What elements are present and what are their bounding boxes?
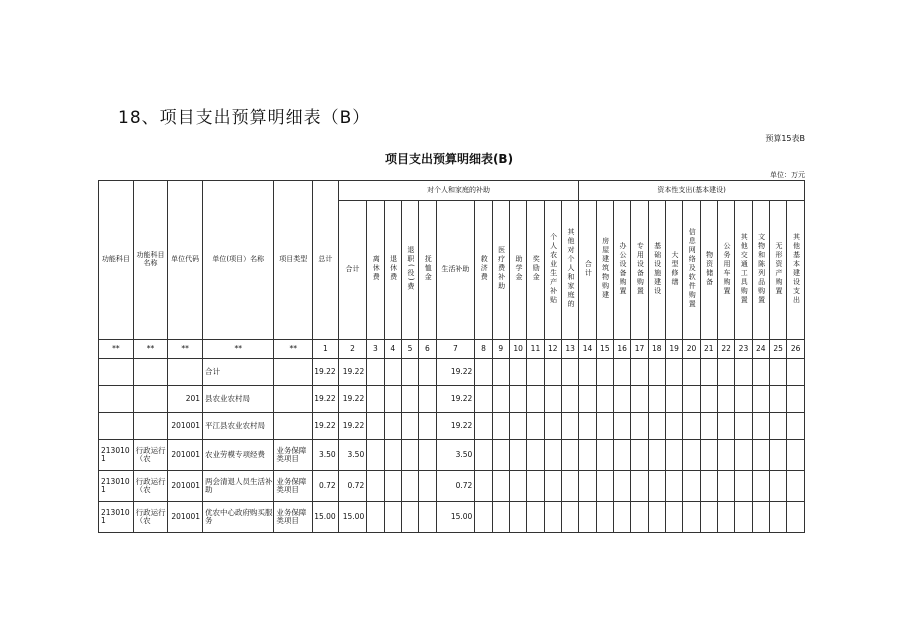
empty-cell — [752, 386, 769, 413]
unit-label: 单位：万元 — [770, 171, 805, 179]
empty-cell — [492, 413, 509, 440]
empty-cell — [401, 413, 418, 440]
empty-cell — [648, 386, 665, 413]
empty-cell — [752, 413, 769, 440]
empty-cell — [509, 386, 526, 413]
empty-cell — [561, 386, 578, 413]
column-number: ** — [168, 340, 203, 359]
empty-cell — [735, 502, 752, 533]
func-name-cell — [133, 386, 168, 413]
empty-cell — [401, 386, 418, 413]
empty-cell — [419, 359, 436, 386]
column-number: 17 — [631, 340, 648, 359]
project-type-cell — [274, 386, 313, 413]
column-number: 2 — [338, 340, 367, 359]
empty-cell — [384, 440, 401, 471]
empty-cell — [492, 471, 509, 502]
empty-cell — [648, 471, 665, 502]
column-number: 25 — [769, 340, 786, 359]
personal-sum-cell: 19.22 — [338, 413, 367, 440]
header-col-21: 物资储备 — [700, 201, 717, 340]
header-number-row — [99, 340, 805, 359]
column-number: 13 — [561, 340, 578, 359]
header-col-25: 无形资产购置 — [769, 201, 786, 340]
empty-cell — [492, 359, 509, 386]
budget-table — [98, 180, 805, 533]
func-code-cell — [99, 386, 134, 413]
empty-cell — [384, 413, 401, 440]
empty-cell — [561, 359, 578, 386]
column-number: ** — [133, 340, 168, 359]
empty-cell — [561, 413, 578, 440]
empty-cell — [613, 386, 630, 413]
header-unit-code: 单位代码 — [168, 181, 203, 340]
func-code-cell — [99, 359, 134, 386]
empty-cell — [683, 413, 700, 440]
empty-cell — [735, 359, 752, 386]
header-total: 总计 — [313, 181, 339, 340]
empty-cell — [717, 502, 734, 533]
project-type-cell — [274, 359, 313, 386]
form-number: 预算15表B — [765, 134, 805, 143]
empty-cell — [613, 413, 630, 440]
empty-cell — [683, 502, 700, 533]
column-number: 7 — [436, 340, 475, 359]
header-col-5: 退职(役)费 — [401, 201, 418, 340]
empty-cell — [735, 471, 752, 502]
column-number: 8 — [475, 340, 492, 359]
empty-cell — [475, 502, 492, 533]
empty-cell — [384, 359, 401, 386]
empty-cell — [648, 413, 665, 440]
func-code-cell: 2130101 — [99, 471, 134, 502]
empty-cell — [683, 440, 700, 471]
header-col-10: 助学金 — [509, 201, 526, 340]
empty-cell — [596, 502, 613, 533]
empty-cell — [509, 440, 526, 471]
header-col-17: 专用设备购置 — [631, 201, 648, 340]
empty-cell — [596, 440, 613, 471]
empty-cell — [700, 471, 717, 502]
empty-cell — [613, 359, 630, 386]
total-cell: 19.22 — [313, 386, 339, 413]
empty-cell — [509, 359, 526, 386]
func-name-cell — [133, 359, 168, 386]
empty-cell — [401, 471, 418, 502]
empty-cell — [648, 440, 665, 471]
header-col-8: 救济费 — [475, 201, 492, 340]
header-col-9: 医疗费补助 — [492, 201, 509, 340]
total-cell: 19.22 — [313, 359, 339, 386]
personal-sum-cell: 15.00 — [338, 502, 367, 533]
project-type-cell: 业务保障类项目 — [274, 471, 313, 502]
empty-cell — [769, 386, 786, 413]
empty-cell — [384, 502, 401, 533]
unit-name-cell: 两会清退人员生活补助 — [203, 471, 274, 502]
column-number: 23 — [735, 340, 752, 359]
column-number: 5 — [401, 340, 418, 359]
empty-cell — [683, 359, 700, 386]
column-number: 20 — [683, 340, 700, 359]
empty-cell — [475, 359, 492, 386]
empty-cell — [631, 359, 648, 386]
column-number: 12 — [544, 340, 561, 359]
living-subsidy-cell: 0.72 — [436, 471, 475, 502]
table-row — [99, 359, 805, 386]
unit-name-cell: 农业劳模专项经费 — [203, 440, 274, 471]
empty-cell — [787, 413, 805, 440]
header-col-3: 离休费 — [367, 201, 384, 340]
total-cell: 0.72 — [313, 471, 339, 502]
header-func-code: 功能科目 — [99, 181, 134, 340]
empty-cell — [509, 413, 526, 440]
empty-cell — [401, 440, 418, 471]
empty-cell — [419, 386, 436, 413]
empty-cell — [367, 440, 384, 471]
table-title: 项目支出预算明细表(B) — [384, 152, 514, 166]
header-col-18: 基础设施建设 — [648, 201, 665, 340]
page-heading: 18、项目支出预算明细表（B） — [118, 108, 371, 128]
table-row — [99, 413, 805, 440]
header-col-7: 生活补助 — [436, 201, 475, 340]
empty-cell — [579, 359, 596, 386]
column-number: 9 — [492, 340, 509, 359]
empty-cell — [579, 413, 596, 440]
empty-cell — [367, 359, 384, 386]
header-col-13: 其他对个人和家庭的 — [561, 201, 578, 340]
empty-cell — [596, 471, 613, 502]
living-subsidy-cell: 19.22 — [436, 413, 475, 440]
func-code-cell: 2130101 — [99, 440, 134, 471]
empty-cell — [717, 413, 734, 440]
unit-code-cell: 201001 — [168, 471, 203, 502]
empty-cell — [561, 502, 578, 533]
table-row — [99, 440, 805, 471]
personal-sum-cell: 19.22 — [338, 386, 367, 413]
column-number: 14 — [579, 340, 596, 359]
header-col-26: 其他基本建设支出 — [787, 201, 805, 340]
empty-cell — [367, 471, 384, 502]
project-type-cell: 业务保障类项目 — [274, 502, 313, 533]
living-subsidy-cell: 15.00 — [436, 502, 475, 533]
empty-cell — [475, 386, 492, 413]
living-subsidy-cell: 19.22 — [436, 386, 475, 413]
empty-cell — [544, 386, 561, 413]
empty-cell — [492, 440, 509, 471]
empty-cell — [527, 471, 544, 502]
empty-cell — [401, 502, 418, 533]
empty-cell — [509, 471, 526, 502]
column-number: 10 — [509, 340, 526, 359]
empty-cell — [419, 471, 436, 502]
empty-cell — [769, 440, 786, 471]
func-name-cell: 行政运行（农 — [133, 440, 168, 471]
empty-cell — [787, 440, 805, 471]
empty-cell — [717, 359, 734, 386]
empty-cell — [631, 386, 648, 413]
empty-cell — [752, 440, 769, 471]
empty-cell — [631, 413, 648, 440]
empty-cell — [475, 413, 492, 440]
empty-cell — [367, 386, 384, 413]
empty-cell — [683, 386, 700, 413]
column-number: ** — [203, 340, 274, 359]
empty-cell — [367, 413, 384, 440]
empty-cell — [544, 502, 561, 533]
empty-cell — [561, 471, 578, 502]
column-number: 21 — [700, 340, 717, 359]
empty-cell — [700, 440, 717, 471]
empty-cell — [631, 502, 648, 533]
empty-cell — [419, 413, 436, 440]
empty-cell — [665, 502, 682, 533]
empty-cell — [735, 413, 752, 440]
column-number: 18 — [648, 340, 665, 359]
group-personal-subsidy: 对个人和家庭的补助 — [338, 181, 579, 201]
column-number: 16 — [613, 340, 630, 359]
total-cell: 3.50 — [313, 440, 339, 471]
empty-cell — [717, 440, 734, 471]
header-unit-name: 单位(项目）名称 — [203, 181, 274, 340]
header-project-type: 项目类型 — [274, 181, 313, 340]
header-col-2: 合计 — [338, 201, 367, 340]
empty-cell — [613, 471, 630, 502]
empty-cell — [717, 386, 734, 413]
header-col-12: 个人农业生产补贴 — [544, 201, 561, 340]
empty-cell — [769, 471, 786, 502]
empty-cell — [735, 386, 752, 413]
func-name-cell: 行政运行（农 — [133, 502, 168, 533]
header-col-19: 大型修缮 — [665, 201, 682, 340]
func-name-cell: 行政运行（农 — [133, 471, 168, 502]
column-number: 26 — [787, 340, 805, 359]
unit-code-cell — [168, 359, 203, 386]
empty-cell — [492, 386, 509, 413]
unit-code-cell: 201001 — [168, 502, 203, 533]
empty-cell — [769, 502, 786, 533]
empty-cell — [527, 502, 544, 533]
empty-cell — [384, 386, 401, 413]
column-number: 11 — [527, 340, 544, 359]
column-number: 15 — [596, 340, 613, 359]
total-cell: 15.00 — [313, 502, 339, 533]
table-row — [99, 471, 805, 502]
empty-cell — [613, 440, 630, 471]
column-number: 6 — [419, 340, 436, 359]
unit-name-cell: 优农中心政府购买服务 — [203, 502, 274, 533]
empty-cell — [752, 359, 769, 386]
empty-cell — [700, 359, 717, 386]
unit-name-cell: 平江县农业农村局 — [203, 413, 274, 440]
empty-cell — [419, 440, 436, 471]
empty-cell — [527, 386, 544, 413]
empty-cell — [596, 359, 613, 386]
column-number: 24 — [752, 340, 769, 359]
table-row — [99, 386, 805, 413]
unit-code-cell: 201001 — [168, 440, 203, 471]
empty-cell — [579, 471, 596, 502]
empty-cell — [475, 471, 492, 502]
header-col-22: 公务用车购置 — [717, 201, 734, 340]
header-col-14: 合计 — [579, 201, 596, 340]
column-number: 4 — [384, 340, 401, 359]
func-code-cell: 2130101 — [99, 502, 134, 533]
empty-cell — [665, 413, 682, 440]
empty-cell — [769, 359, 786, 386]
empty-cell — [752, 502, 769, 533]
living-subsidy-cell: 19.22 — [436, 359, 475, 386]
column-number: 1 — [313, 340, 339, 359]
empty-cell — [665, 440, 682, 471]
empty-cell — [596, 386, 613, 413]
empty-cell — [492, 502, 509, 533]
column-number: 3 — [367, 340, 384, 359]
empty-cell — [367, 502, 384, 533]
empty-cell — [787, 386, 805, 413]
table-row — [99, 502, 805, 533]
empty-cell — [527, 359, 544, 386]
empty-cell — [648, 359, 665, 386]
empty-cell — [384, 471, 401, 502]
empty-cell — [509, 502, 526, 533]
empty-cell — [683, 471, 700, 502]
empty-cell — [787, 359, 805, 386]
personal-sum-cell: 0.72 — [338, 471, 367, 502]
empty-cell — [544, 440, 561, 471]
func-code-cell — [99, 413, 134, 440]
empty-cell — [700, 386, 717, 413]
empty-cell — [700, 413, 717, 440]
empty-cell — [665, 386, 682, 413]
header-col-11: 奖励金 — [527, 201, 544, 340]
empty-cell — [579, 386, 596, 413]
header-col-23: 其他交通工具购置 — [735, 201, 752, 340]
header-func-name: 功能科目名称 — [133, 181, 168, 340]
empty-cell — [544, 471, 561, 502]
living-subsidy-cell: 3.50 — [436, 440, 475, 471]
empty-cell — [544, 413, 561, 440]
empty-cell — [648, 502, 665, 533]
empty-cell — [561, 440, 578, 471]
empty-cell — [769, 413, 786, 440]
empty-cell — [613, 502, 630, 533]
unit-code-cell: 201 — [168, 386, 203, 413]
empty-cell — [579, 440, 596, 471]
empty-cell — [544, 359, 561, 386]
header-col-24: 文物和陈列品购置 — [752, 201, 769, 340]
column-number: 19 — [665, 340, 682, 359]
empty-cell — [401, 359, 418, 386]
empty-cell — [787, 471, 805, 502]
unit-code-cell: 201001 — [168, 413, 203, 440]
header-col-16: 办公设备购置 — [613, 201, 630, 340]
unit-name-cell: 县农业农村局 — [203, 386, 274, 413]
total-cell: 19.22 — [313, 413, 339, 440]
empty-cell — [665, 471, 682, 502]
empty-cell — [475, 440, 492, 471]
project-type-cell — [274, 413, 313, 440]
header-col-20: 信息网络及软件购置 — [683, 201, 700, 340]
empty-cell — [735, 440, 752, 471]
empty-cell — [419, 502, 436, 533]
column-number: ** — [274, 340, 313, 359]
func-name-cell — [133, 413, 168, 440]
header-col-4: 退休费 — [384, 201, 401, 340]
empty-cell — [631, 440, 648, 471]
empty-cell — [717, 471, 734, 502]
empty-cell — [631, 471, 648, 502]
empty-cell — [787, 502, 805, 533]
header-col-15: 房屋建筑物购建 — [596, 201, 613, 340]
empty-cell — [527, 440, 544, 471]
empty-cell — [752, 471, 769, 502]
project-type-cell: 业务保障类项目 — [274, 440, 313, 471]
unit-name-cell: 合计 — [203, 359, 274, 386]
header-col-6: 抚恤金 — [419, 201, 436, 340]
group-capital-expenditure: 资本性支出(基本建设) — [579, 181, 805, 201]
column-number: ** — [99, 340, 134, 359]
personal-sum-cell: 19.22 — [338, 359, 367, 386]
column-number: 22 — [717, 340, 734, 359]
empty-cell — [700, 502, 717, 533]
empty-cell — [596, 413, 613, 440]
empty-cell — [665, 359, 682, 386]
empty-cell — [579, 502, 596, 533]
personal-sum-cell: 3.50 — [338, 440, 367, 471]
empty-cell — [527, 413, 544, 440]
